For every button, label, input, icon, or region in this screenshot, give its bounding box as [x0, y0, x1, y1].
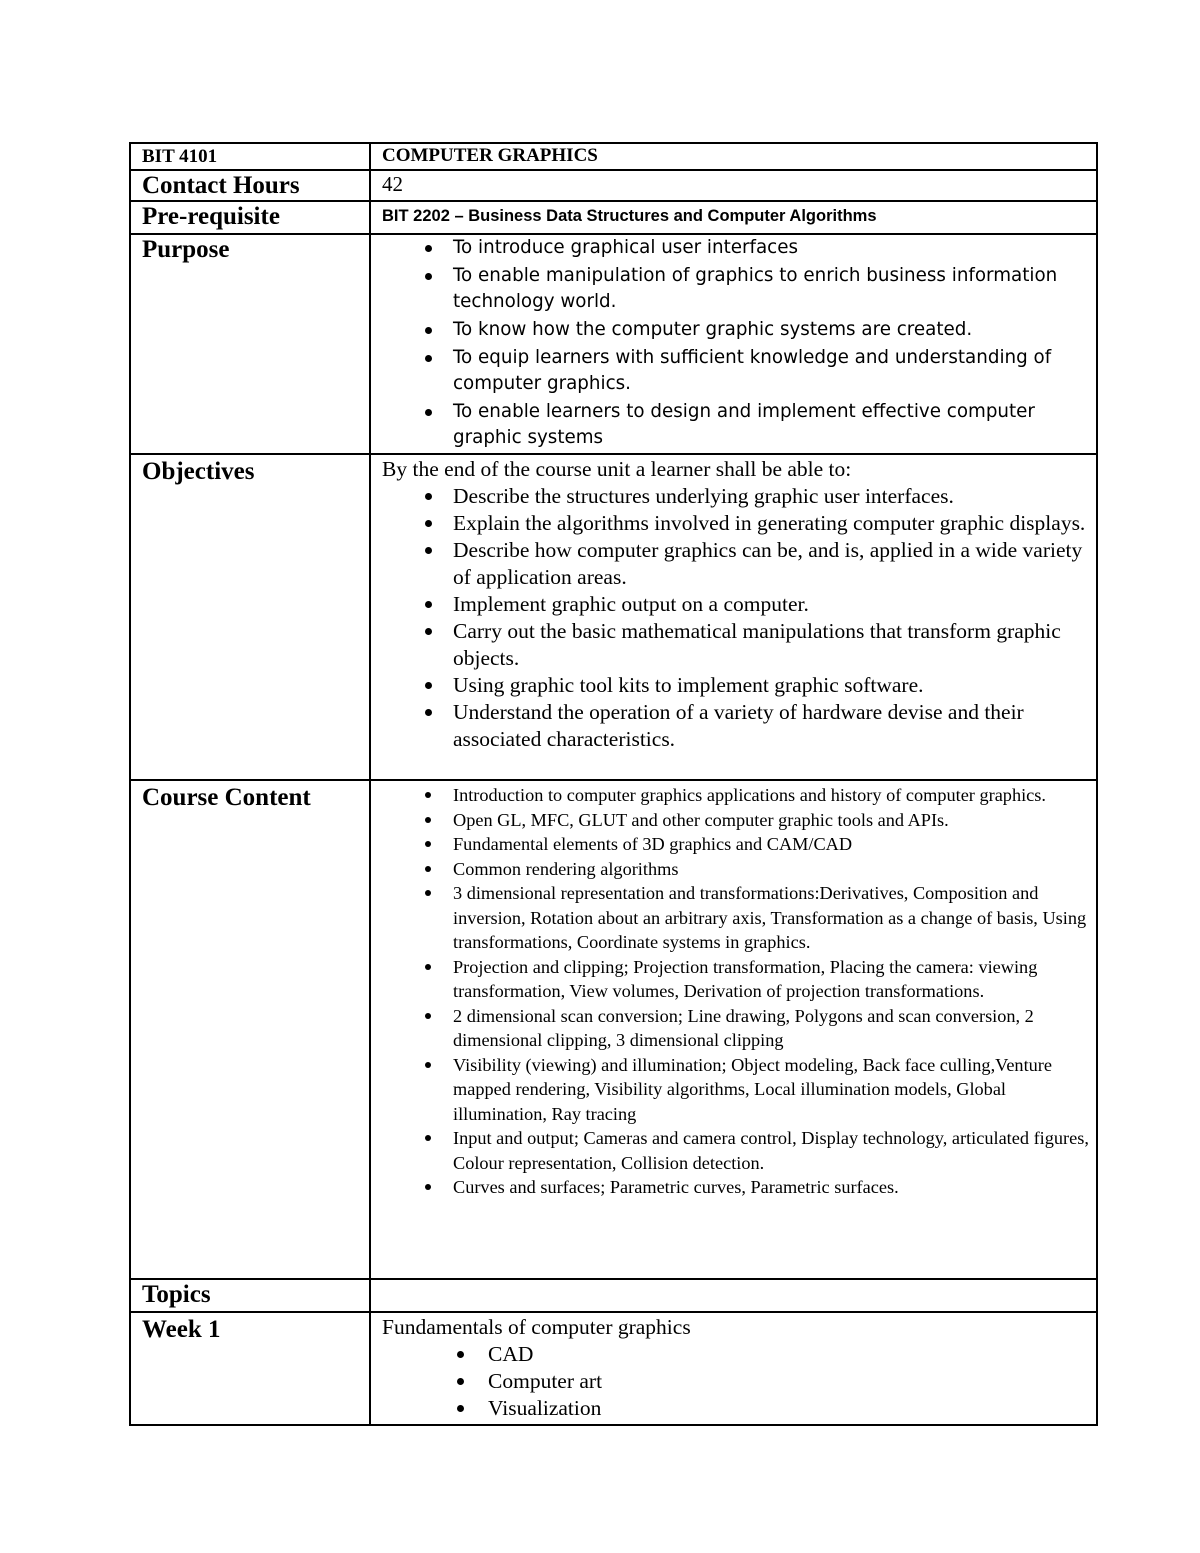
- bullet-icon: [457, 1378, 464, 1385]
- list-item: Understand the operation of a variety of hardware devise and their associated characteristics.: [371, 699, 1090, 753]
- course-code-cell: [130, 143, 370, 170]
- list-item: Computer art: [371, 1368, 1090, 1395]
- bullet-icon: [425, 1135, 431, 1141]
- bullet-icon: [425, 817, 431, 823]
- bullet-icon: [457, 1405, 464, 1412]
- row-topics: [130, 1279, 1097, 1312]
- list-item: Open GL, MFC, GLUT and other computer graphic tools and APIs.: [371, 808, 1090, 833]
- list-item: Describe the structures underlying graphic user interfaces.: [371, 483, 1090, 510]
- course-content-label: Course Content: [142, 784, 311, 811]
- row-purpose: [130, 234, 1097, 454]
- objectives-intro: By the end of the course unit a learner shall be able to:: [382, 457, 852, 481]
- list-item: 3 dimensional representation and transformations:Derivatives, Composition and inversion, Rotation about an arbitrary axis, Transformation as a change of basis, Using transformations, Coordinate systems in graphics.: [371, 881, 1090, 955]
- bullet-icon: [425, 866, 431, 872]
- list-item: 2 dimensional scan conversion; Line drawing, Polygons and scan conversion, 2 dimensional clipping, 3 dimensional clipping: [371, 1004, 1090, 1053]
- contact-hours-label: Contact Hours: [142, 172, 300, 199]
- list-item: Visibility (viewing) and illumination; Object modeling, Back face culling,Venture mapped rendering, Visibility algorithms, Local illumination models, Global illumination, Ray tracing: [371, 1053, 1090, 1127]
- list-item: Fundamental elements of 3D graphics and CAM/CAD: [371, 832, 1090, 857]
- list-item: Introduction to computer graphics applications and history of computer graphics.: [371, 783, 1090, 808]
- bullet-icon: [425, 273, 432, 280]
- list-item: To know how the computer graphic systems are created.: [371, 317, 1090, 343]
- course-title-cell: [370, 143, 1097, 170]
- list-item: Input and output; Cameras and camera control, Display technology, articulated figures, Colour representation, Collision detection.: [371, 1126, 1090, 1175]
- topics-label: Topics: [142, 1281, 211, 1308]
- bullet-icon: [425, 1013, 431, 1019]
- bullet-icon: [425, 964, 431, 970]
- bullet-icon: [425, 520, 432, 527]
- list-item: Common rendering algorithms: [371, 857, 1090, 882]
- list-item: Projection and clipping; Projection transformation, Placing the camera: viewing transformation, View volumes, Derivation of projection transformations.: [371, 955, 1090, 1004]
- prerequisite-label: Pre-requisite: [142, 203, 280, 230]
- week1-list: [371, 1341, 1096, 1424]
- row-prerequisite: [130, 201, 1097, 234]
- course-code: BIT 4101: [142, 146, 218, 167]
- purpose-list: [371, 235, 1096, 451]
- week1-label: Week 1: [142, 1316, 221, 1343]
- bullet-icon: [425, 547, 432, 554]
- list-item: Describe how computer graphics can be, and is, applied in a wide variety of application areas.: [371, 537, 1090, 591]
- list-item: Explain the algorithms involved in generating computer graphic displays.: [371, 510, 1090, 537]
- bullet-icon: [425, 1062, 431, 1068]
- objectives-list: [371, 483, 1096, 753]
- list-item: Visualization: [371, 1395, 1090, 1422]
- list-item: Curves and surfaces; Parametric curves, Parametric surfaces.: [371, 1175, 1090, 1200]
- row-contact-hours: [130, 170, 1097, 201]
- list-item: Using graphic tool kits to implement graphic software.: [371, 672, 1090, 699]
- row-objectives: [130, 454, 1097, 780]
- contact-hours-value: 42: [382, 172, 403, 196]
- bullet-icon: [425, 709, 432, 716]
- bullet-icon: [425, 792, 431, 798]
- list-item: To introduce graphical user interfaces: [371, 235, 1090, 261]
- list-item: Implement graphic output on a computer.: [371, 591, 1090, 618]
- row-course: [130, 143, 1097, 170]
- list-item: To enable learners to design and implement effective computer graphic systems: [371, 399, 1090, 451]
- bullet-icon: [425, 409, 432, 416]
- list-item: Carry out the basic mathematical manipulations that transform graphic objects.: [371, 618, 1090, 672]
- bullet-icon: [425, 493, 432, 500]
- bullet-icon: [425, 355, 432, 362]
- prerequisite-value: BIT 2202 – Business Data Structures and Computer Algorithms: [382, 207, 877, 225]
- bullet-icon: [425, 841, 431, 847]
- bullet-icon: [425, 682, 432, 689]
- list-item: To equip learners with sufficient knowledge and understanding of computer graphics.: [371, 345, 1090, 397]
- bullet-icon: [425, 327, 432, 334]
- purpose-label: Purpose: [142, 236, 230, 263]
- course-title: COMPUTER GRAPHICS: [382, 145, 598, 166]
- course-content-list: [371, 781, 1096, 1200]
- bullet-icon: [425, 245, 432, 252]
- row-course-content: [130, 780, 1097, 1279]
- bullet-icon: [425, 601, 432, 608]
- bullet-icon: [425, 628, 432, 635]
- row-week-1: [130, 1312, 1097, 1425]
- objectives-label: Objectives: [142, 458, 255, 485]
- bullet-icon: [425, 890, 431, 896]
- bullet-icon: [425, 1184, 431, 1190]
- week1-intro: Fundamentals of computer graphics: [382, 1315, 691, 1339]
- bullet-icon: [457, 1351, 464, 1358]
- list-item: To enable manipulation of graphics to enrich business information technology world.: [371, 263, 1090, 315]
- course-syllabus-table: [129, 142, 1098, 1426]
- topics-value: [370, 1279, 1097, 1312]
- list-item: CAD: [371, 1341, 1090, 1368]
